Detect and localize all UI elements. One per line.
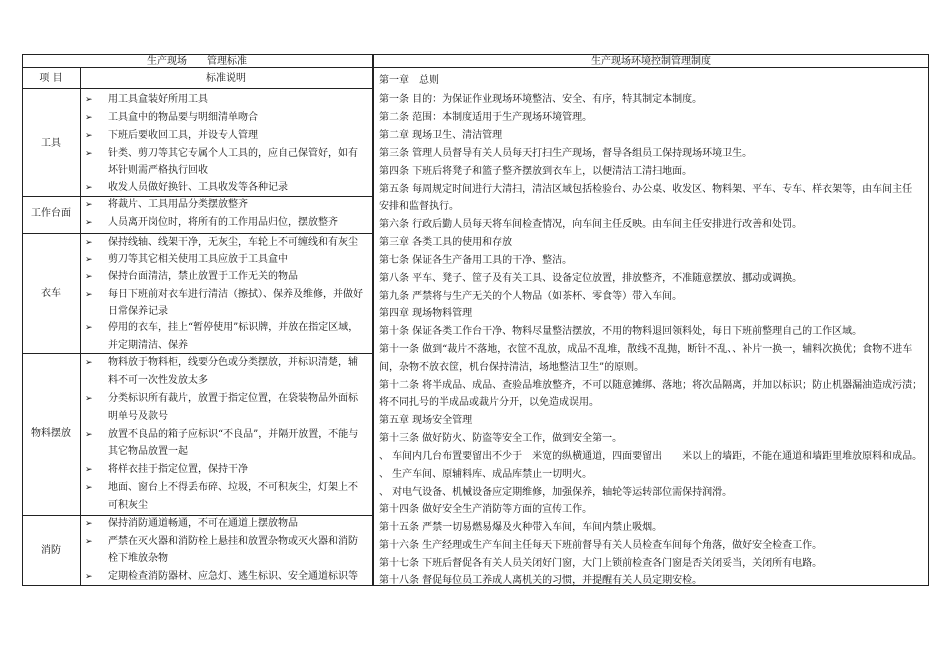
bullet-arrow-icon: ➢ xyxy=(85,430,93,440)
article-13-item-3: 、 对电气设备、机械设备应定期维修，加强保养，轴轮等运转部位需保持润滑。 xyxy=(379,487,733,498)
bullet-arrow-icon: ➢ xyxy=(85,537,93,547)
bullet-arrow-icon: ➢ xyxy=(85,255,93,265)
category-sewing-machine: 衣车 xyxy=(41,288,61,299)
bullet-arrow-icon: ➢ xyxy=(85,519,93,529)
tools-line-1: 用工具盒装好所用工具 xyxy=(108,94,208,105)
article-11-line-2: 间，杂物不放衣筐，机台保持清洁，场地整洁卫生”的原则。 xyxy=(379,362,645,373)
row-divider-material xyxy=(22,515,373,516)
article-16: 第十六条 生产经理或生产车间主任每天下班前督导有关人员检查车间每个角落，做好安全检查工作。 xyxy=(379,540,823,551)
category-worktable: 工作台面 xyxy=(31,208,71,219)
machine-line-2: 剪刀等其它相关使用工具应放于工具盒中 xyxy=(108,254,288,265)
tools-line-6: 收发人员做好换针、工具收发等各种记录 xyxy=(108,182,288,193)
article-11-line-1: 第十一条 做到“裁片不落地，衣筐不乱放，成品不乱堆，散线不乱抛，断针不乱、、补片一换一，辅料次换优；食物不进车 xyxy=(379,344,913,355)
material-line-7: 将样衣挂于指定位置，保持干净 xyxy=(108,464,248,475)
bullet-arrow-icon: ➢ xyxy=(85,149,93,159)
chapter-1-heading: 第一章 总则 xyxy=(379,75,439,86)
left-header-border xyxy=(22,88,373,89)
machine-line-3: 保持台面清洁，禁止放置于工作无关的物品 xyxy=(108,271,298,282)
bullet-arrow-icon: ➢ xyxy=(85,131,93,141)
row-divider-tools xyxy=(22,196,373,197)
bullet-arrow-icon: ➢ xyxy=(85,200,93,210)
article-5-line-2: 安排和监督执行。 xyxy=(379,201,459,212)
table-left-border xyxy=(22,54,23,586)
article-8: 第八条 平车、凳子、筐子及有关工具、设备定位放置，排放整齐，不准随意摆放、挪动或调换。 xyxy=(379,273,803,284)
article-10: 第十条 保证各类工作台干净、物料尽量整洁摆放，不用的物料退回领料处，每日下班前整理自己的工作区域。 xyxy=(379,326,863,337)
article-13-item-2: 、 生产车间、原辅料库、成品库禁止一切明火。 xyxy=(379,469,593,480)
worktable-line-1: 将裁片、工具用品分类摆放整齐 xyxy=(108,199,248,210)
bullet-arrow-icon: ➢ xyxy=(85,483,93,493)
category-tools: 工具 xyxy=(41,138,61,149)
fire-line-3: 栓下堆放杂物 xyxy=(108,553,168,564)
fire-line-4: 定期检查消防器材、应急灯、逃生标识、安全通道标识等 xyxy=(108,571,358,582)
chapter-2-heading: 第二章 现场卫生、清洁管理 xyxy=(379,130,503,141)
article-7: 第七条 保证各生产备用工具的干净、整洁。 xyxy=(379,255,573,266)
bullet-arrow-icon: ➢ xyxy=(85,465,93,475)
article-9: 第九条 严禁将与生产无关的个人物品（如茶杯、零食等）带入车间。 xyxy=(379,291,683,302)
bullet-arrow-icon: ➢ xyxy=(85,113,93,123)
bullet-arrow-icon: ➢ xyxy=(85,272,93,282)
material-line-2: 料不可一次性发放太多 xyxy=(108,375,208,386)
chapter-5-heading: 第五章 现场安全管理 xyxy=(379,415,473,426)
article-4: 第四条 下班后将凳子和篮子整齐摆放到衣车上，以便清洁工清扫地面。 xyxy=(379,166,693,177)
material-line-8: 地面、窗台上不得丢布碎、垃圾，不可积灰尘，灯架上不 xyxy=(108,482,358,493)
bullet-arrow-icon: ➢ xyxy=(85,290,93,300)
article-13: 第十三条 做好防火、防盗等安全工作，做到安全第一。 xyxy=(379,433,623,444)
column-header-description: 标准说明 xyxy=(206,73,246,84)
material-line-9: 可积灰尘 xyxy=(108,500,148,511)
tools-line-5: 坏针则需严格执行回收 xyxy=(108,165,208,176)
article-14: 第十四条 做好安全生产消防等方面的宣传工作。 xyxy=(379,504,593,515)
article-17: 第十七条 下班后督促各有关人员关闭好门窗，大门上锁前检查各门窗是否关闭妥当，关闭所有电路。 xyxy=(379,558,823,569)
article-12-line-2: 将不同扎号的半成品或裁片分开，以免造成误用。 xyxy=(379,397,599,408)
bullet-arrow-icon: ➢ xyxy=(85,323,93,333)
article-12-line-1: 第十二条 将半成品、成品、查验品堆放整齐，不可以随意摊绑、落地；将次品隔离，并加以标识；防止机器漏油造成污渍； xyxy=(379,380,923,391)
table-top-border xyxy=(22,54,928,55)
tools-line-2: 工具盒中的物品要与明细清单吻合 xyxy=(108,112,258,123)
article-1: 第一条 目的：为保证作业现场环境整洁、安全、有序，特其制定本制度。 xyxy=(379,94,703,105)
category-material-placement: 物料摆放 xyxy=(31,428,71,439)
fire-line-1: 保持消防通道畅通，不可在通道上摆放物品 xyxy=(108,518,298,529)
worktable-line-2: 人员离开岗位时，将所有的工作用品归位，摆放整齐 xyxy=(108,217,338,228)
right-title: 生产现场环境控制管理制度 xyxy=(591,56,711,67)
article-15: 第十五条 严禁一切易燃易爆及火种带入车间，车间内禁止吸烟。 xyxy=(379,522,663,533)
tools-line-3: 下班后要收回工具，并设专人管理 xyxy=(108,130,258,141)
material-line-5: 放置不良品的箱子应标识“不良品”，并隔开放置，不能与 xyxy=(108,429,359,440)
material-line-3: 分类标识所有裁片，放置于指定位置，在袋装物品外面标 xyxy=(108,393,358,404)
machine-line-1: 保持线轴、线架干净，无灰尘，车轮上不可缠线和有灰尘 xyxy=(108,237,358,248)
column-header-item: 项 目 xyxy=(39,73,63,84)
article-3: 第三条 管理人员督导有关人员每天打扫生产现场，督导各组员工保持现场环境卫生。 xyxy=(379,148,753,159)
bullet-arrow-icon: ➢ xyxy=(85,572,93,582)
chapter-4-heading: 第四章 现场物料管理 xyxy=(379,308,473,319)
tools-line-4: 针类、剪刀等其它专属个人工具的，应自己保管好，如有 xyxy=(108,148,358,159)
article-2: 第二条 范围：本制度适用于生产现场环境管理。 xyxy=(379,112,593,123)
bullet-arrow-icon: ➢ xyxy=(85,95,93,105)
article-5-line-1: 第五条 每周规定时间进行大清扫，清洁区域包括检验台、办公桌、收发区、物料架、平车、专车、样衣架等，由车间主任 xyxy=(379,184,913,195)
bullet-arrow-icon: ➢ xyxy=(85,183,93,193)
table-right-border xyxy=(928,54,929,586)
row-divider-machine xyxy=(22,353,373,354)
article-18: 第十八条 督促每位员工养成人离机关的习惯，并提醒有关人员定期安检。 xyxy=(379,575,703,586)
bullet-arrow-icon: ➢ xyxy=(85,238,93,248)
left-title: 生产现场 管理标准 xyxy=(147,56,247,67)
bullet-arrow-icon: ➢ xyxy=(85,358,93,368)
machine-line-5: 日常保养记录 xyxy=(108,306,168,317)
material-line-4: 明单号及款号 xyxy=(108,411,168,422)
fire-line-2: 严禁在灭火器和消防栓上悬挂和放置杂物或灭火器和消防 xyxy=(108,536,358,547)
machine-line-6: 停用的衣车，挂上“暂停使用”标识牌，并放在指定区域， xyxy=(108,322,359,333)
row-divider-worktable xyxy=(22,233,373,234)
machine-line-7: 并定期清洁、保养 xyxy=(108,340,188,351)
bullet-arrow-icon: ➢ xyxy=(85,218,93,228)
article-13-item-1: 、 车间内几台布置要留出不少于 米宽的纵横通道，四面要留出 米以上的墙距，不能在通道和墙距里堆放原料和成品。 xyxy=(379,451,923,462)
chapter-3-heading: 第三章 各类工具的使用和存放 xyxy=(379,237,513,248)
category-fire-safety: 消防 xyxy=(41,545,61,556)
bullet-arrow-icon: ➢ xyxy=(85,394,93,404)
center-divider xyxy=(372,54,374,586)
material-line-1: 物料放于物料柜，线要分色或分类摆放，并标识清楚，辅 xyxy=(108,357,358,368)
machine-line-4: 每日下班前对衣车进行清洁（擦拭）、保养及维修，并做好 xyxy=(108,289,363,300)
article-6: 第六条 行政后勤人员每天将车间检查情况，向车间主任反映。由车间主任安排进行改善和处罚。 xyxy=(379,219,803,230)
material-line-6: 其它物品放置一起 xyxy=(108,446,188,457)
